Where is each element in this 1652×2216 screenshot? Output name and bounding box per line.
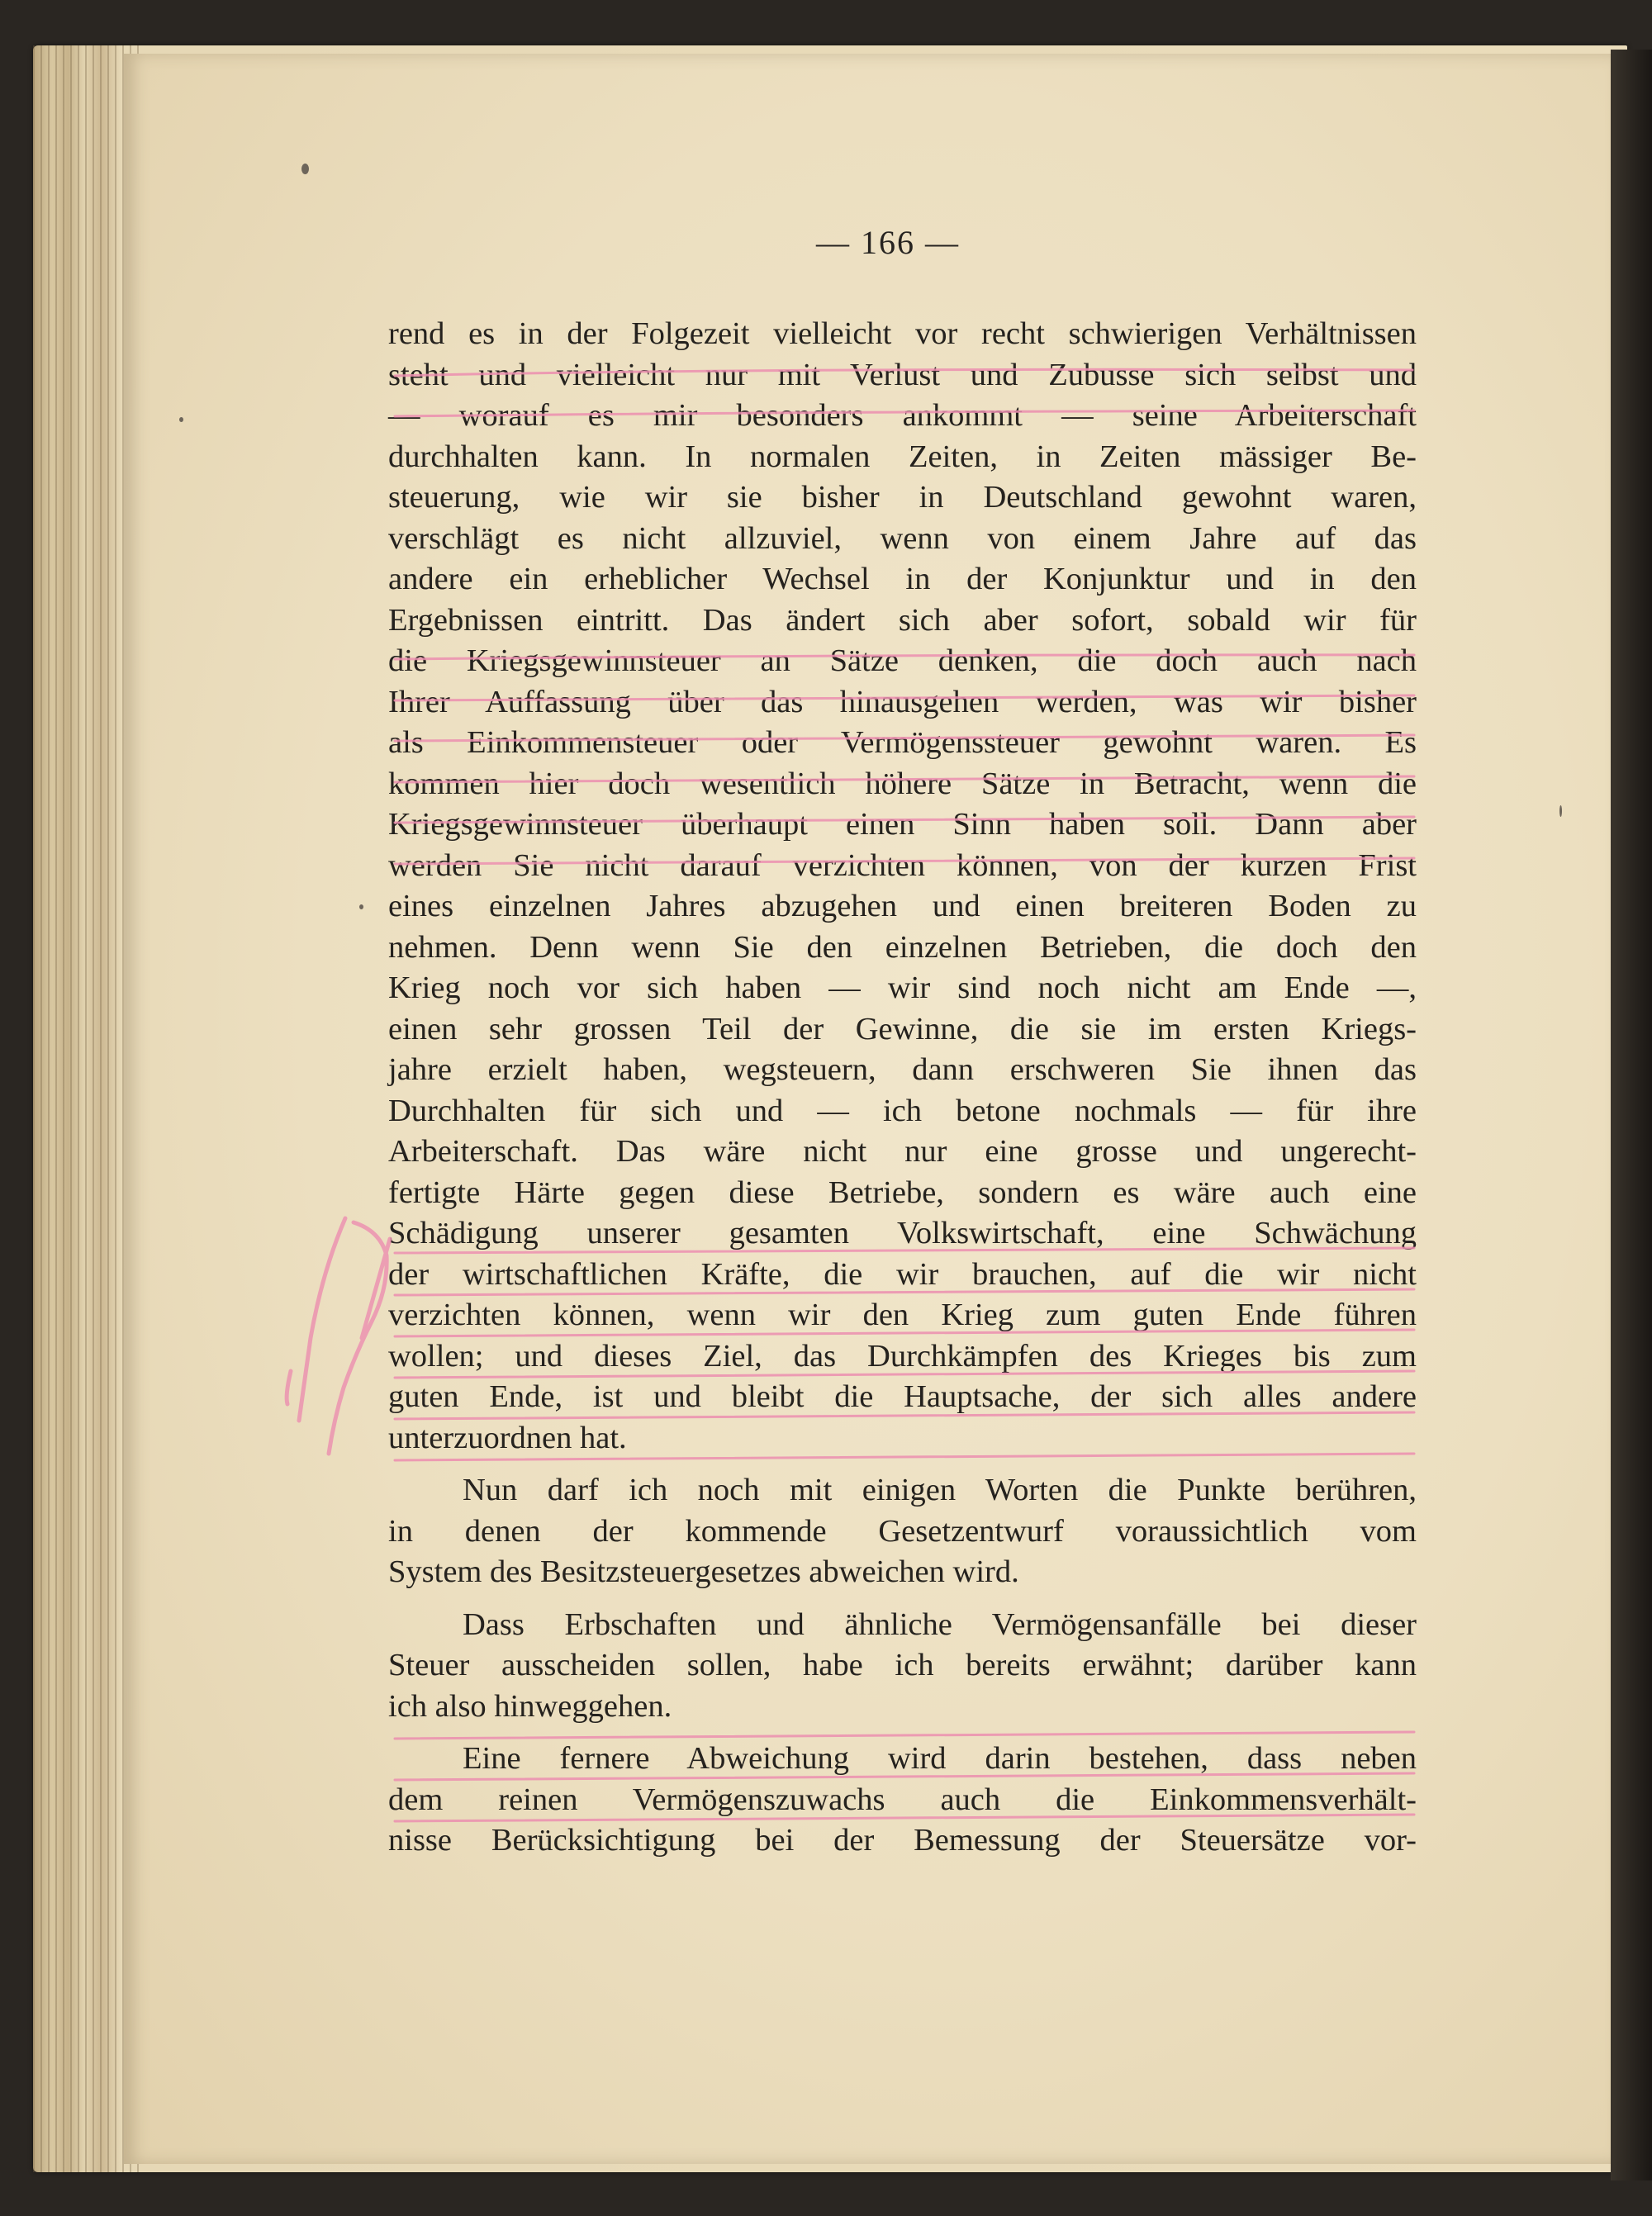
paper-speck	[301, 164, 309, 174]
text-line: steuerung, wie wir sie bisher in Deutschland gewohnt waren,	[388, 480, 1417, 515]
paragraph-2	[388, 1470, 1417, 1593]
text-line: andere ein erheblicher Wechsel in der Konjunktur und in den	[388, 562, 1417, 596]
text-line: Eine fernere Abweichung wird darin bestehen, dass neben	[463, 1741, 1417, 1776]
text-line: fertigte Härte gegen diese Betriebe, sondern es wäre auch eine	[388, 1174, 1417, 1210]
text-line: Durchhalten für sich und — ich betone nochmals — für ihre	[388, 1093, 1417, 1128]
paragraph-4	[388, 1739, 1417, 1862]
text-line: Arbeiterschaft. Das wäre nicht nur eine grosse und ungerecht-	[388, 1134, 1417, 1169]
text-line: nehmen. Denn wenn Sie den einzelnen Betrieben, die doch den	[388, 929, 1417, 965]
text-line: wollen; und dieses Ziel, das Durchkämpfen des Krieges bis zum	[388, 1338, 1417, 1374]
text-line: in denen der kommende Gesetzentwurf voraussichtlich vom	[388, 1513, 1417, 1549]
text-line: die Kriegsgewinnsteuer an Sätze denken, die doch auch nach	[388, 643, 1417, 678]
text-line: Ihrer Auffassung über das hinausgehen werden, was wir bisher	[388, 684, 1417, 719]
text-line: dem reinen Vermögenszuwachs auch die Einkommensverhält-	[388, 1782, 1417, 1817]
text-line: als Einkommensteuer oder Vermögenssteuer gewohnt waren. Es	[388, 725, 1417, 760]
body-text	[388, 314, 1417, 1862]
text-line: Schädigung unserer gesamten Volkswirtschaft, eine Schwächung	[388, 1216, 1417, 1250]
text-line: werden Sie nicht darauf verzichten können, von der kurzen Frist	[388, 847, 1417, 883]
text-line: unterzuordnen hat.	[388, 1420, 627, 1455]
text-line: System des Besitzsteuergesetzes abweichen wird.	[388, 1554, 1019, 1589]
paper-speck	[359, 904, 363, 909]
text-line: Dass Erbschaften und ähnliche Vermögensanfälle bei dieser	[463, 1606, 1417, 1642]
text-line: durchhalten kann. In normalen Zeiten, in Zeiten mässiger Be-	[388, 439, 1417, 474]
text-line: eines einzelnen Jahres abzugehen und einen breiteren Boden zu	[388, 889, 1417, 923]
text-line: Steuer ausscheiden sollen, habe ich bereits erwähnt; darüber kann	[388, 1648, 1417, 1682]
text-line: verschlägt es nicht allzuviel, wenn von einem Jahre auf das	[388, 520, 1417, 556]
text-line: guten Ende, ist und bleibt die Hauptsache, der sich alles andere	[388, 1379, 1417, 1414]
text-line: jahre erzielt haben, wegsteuern, dann erschweren Sie ihnen das	[388, 1052, 1417, 1087]
paragraph-3	[388, 1605, 1417, 1728]
text-line: Nun darf ich noch mit einigen Worten die Punkte berühren,	[463, 1473, 1417, 1507]
page-number-header: — 166 —	[816, 224, 960, 261]
text-line: rend es in der Folgezeit vielleicht vor recht schwierigen Verhältnissen	[388, 316, 1417, 351]
text-line: einen sehr grossen Teil der Gewinne, die sie im ersten Kriegs-	[388, 1011, 1417, 1046]
text-line: verzichten können, wenn wir den Krieg zum guten Ende führen	[388, 1298, 1417, 1332]
text-line: steht und vielleicht nur mit Verlust und Zubusse sich selbst und	[388, 357, 1417, 392]
text-line: Kriegsgewinnsteuer überhaupt einen Sinn haben soll. Dann aber	[388, 807, 1417, 842]
paper-speck	[179, 417, 183, 422]
text-line: ich also hinweggehen.	[388, 1688, 672, 1724]
text-line: — worauf es mir besonders ankommt — seine Arbeiterschaft	[388, 398, 1417, 433]
text-line: Ergebnissen eintritt. Das ändert sich aber sofort, sobald wir für	[388, 602, 1417, 638]
text-line: der wirtschaftlichen Kräfte, die wir brauchen, auf die wir nicht	[388, 1256, 1417, 1292]
text-line: Krieg noch vor sich haben — wir sind noch nicht am Ende —,	[388, 970, 1417, 1005]
scan-border	[1611, 50, 1652, 2180]
text-line: nisse Berücksichtigung bei der Bemessung der Steuersätze vor-	[388, 1823, 1417, 1858]
paragraph-1	[388, 314, 1417, 1459]
text-line: kommen hier doch wesentlich höhere Sätze in Betracht, wenn die	[388, 766, 1417, 801]
paper-speck	[1559, 805, 1562, 817]
